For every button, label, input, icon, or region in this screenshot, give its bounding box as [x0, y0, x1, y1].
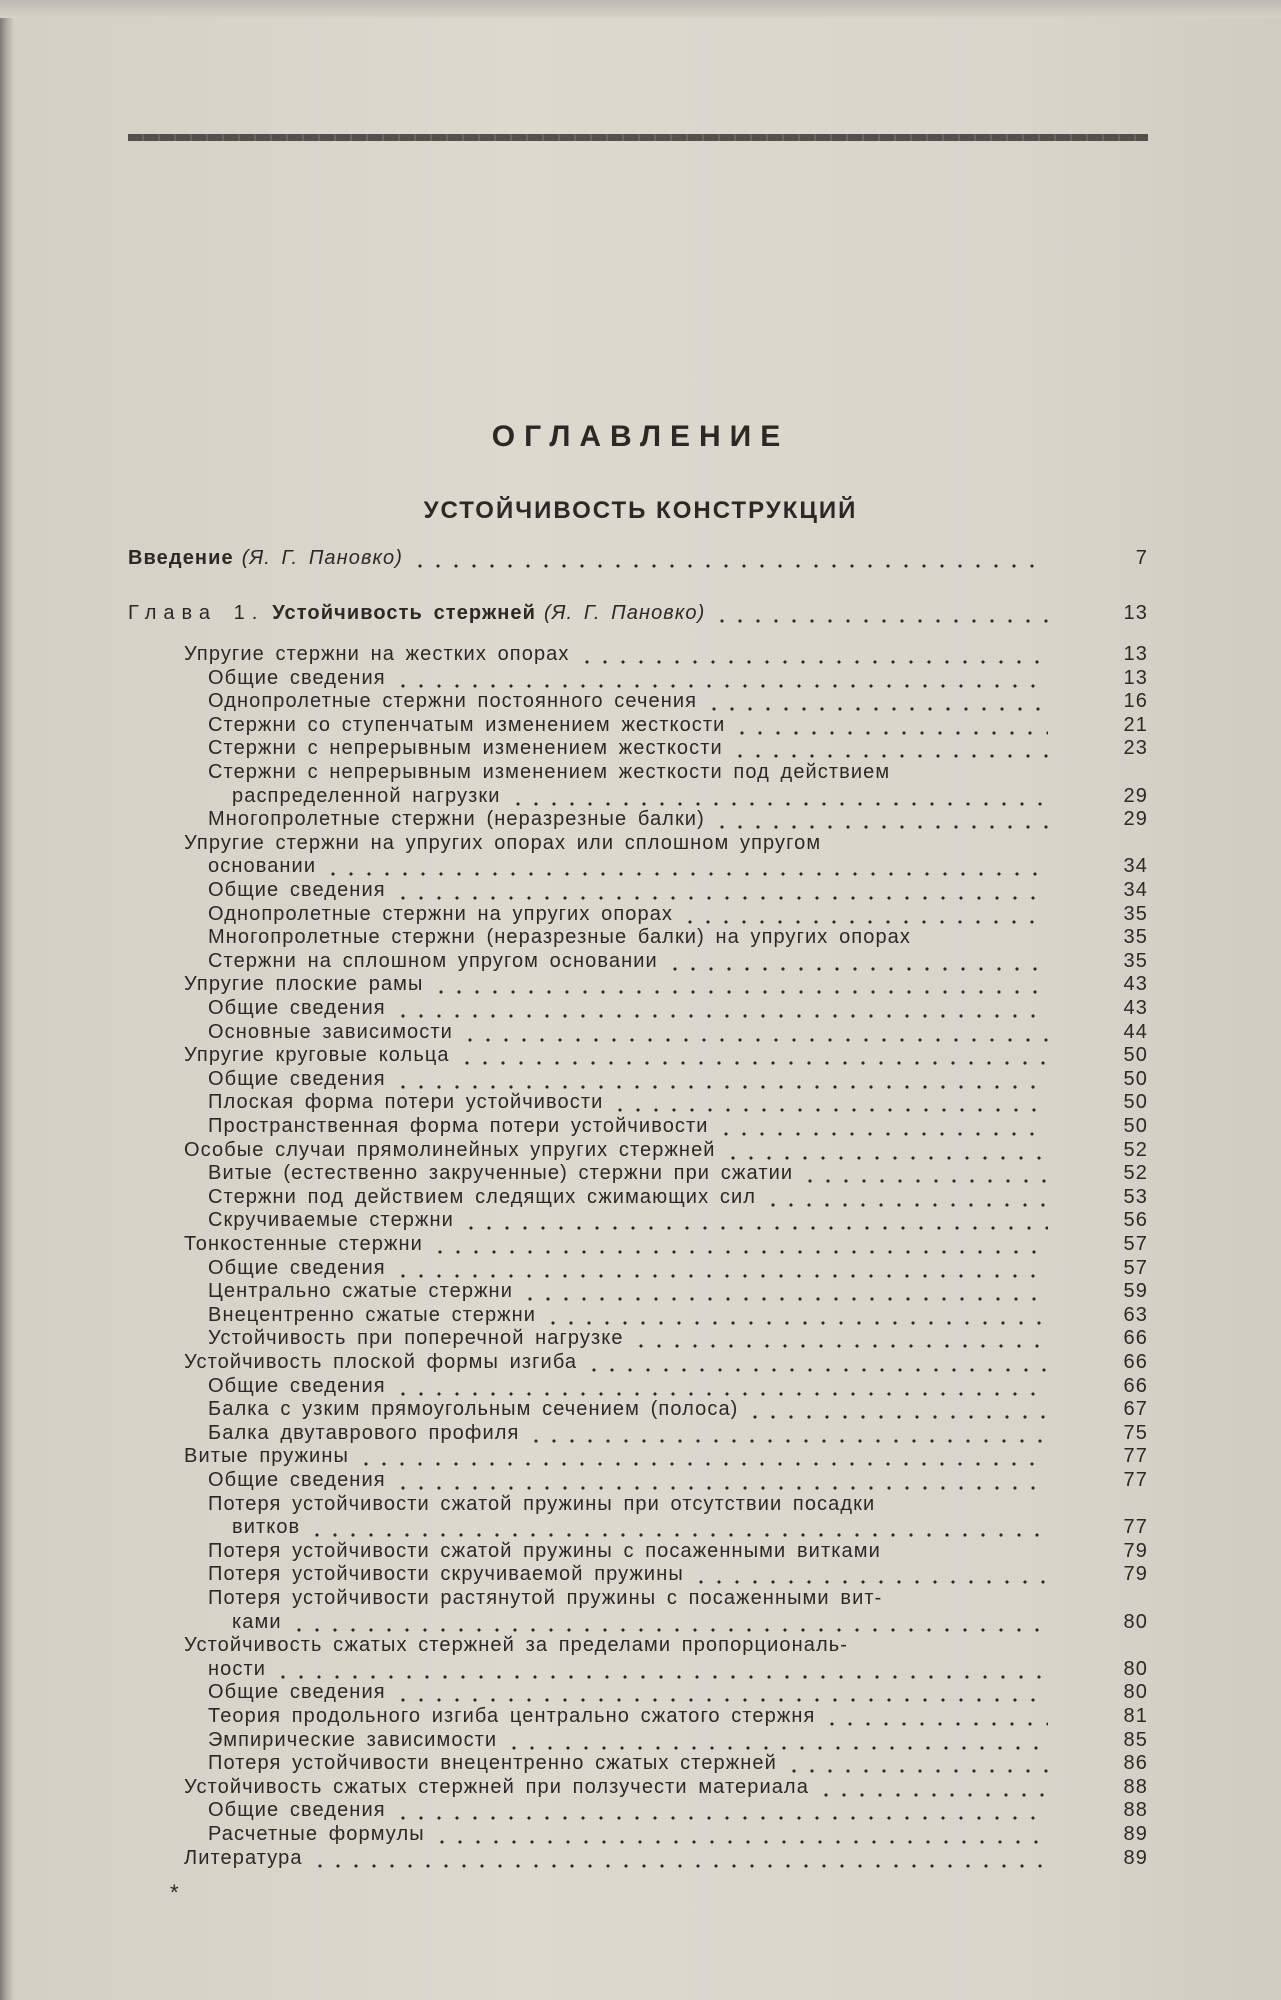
page-number: 23 [1123, 737, 1148, 760]
toc-entry[interactable] [0, 1798, 1281, 1822]
dot-leader [509, 784, 1049, 808]
page-number: 57 [1123, 1233, 1148, 1255]
section-title: УСТОЙЧИВОСТЬ КОНСТРУКЦИЙ [423, 497, 858, 524]
dot-leader [394, 1256, 1048, 1280]
page-number: 88 [1123, 1799, 1148, 1822]
intro-label: Введение [128, 547, 234, 569]
dot-leader [431, 1232, 1048, 1256]
entry-title: Однопролетные стержни постоянного сечения [208, 690, 698, 713]
toc-entry[interactable] [0, 1846, 1281, 1870]
page-number: 66 [1123, 1327, 1148, 1350]
page-number: 50 [1123, 1115, 1148, 1137]
dot-leader [394, 996, 1048, 1020]
page-number: 80 [1123, 1610, 1148, 1633]
entry-title: Скручиваемые стержни [208, 1209, 454, 1232]
toc-entry[interactable] [0, 1397, 1281, 1421]
page-number: 13 [1123, 666, 1148, 689]
page-number: 75 [1123, 1421, 1148, 1444]
toc-entry[interactable] [0, 1067, 1281, 1091]
page-number: 43 [1123, 973, 1148, 996]
dot-leader [432, 972, 1048, 996]
page-number: 85 [1123, 1728, 1148, 1751]
entry-title: Внецентренно сжатые стержни [208, 1303, 537, 1326]
page-number: 89 [1123, 1846, 1148, 1869]
toc-entry[interactable] [0, 1279, 1281, 1303]
chapter-title: Устойчивость стержней [272, 602, 537, 624]
dot-leader [733, 713, 1048, 737]
toc-entry[interactable] [0, 666, 1281, 690]
page-number: 80 [1123, 1681, 1148, 1704]
toc-entry[interactable] [0, 1161, 1281, 1185]
page-number: 80 [1123, 1657, 1148, 1680]
page-number: 77 [1123, 1445, 1148, 1468]
page-number: 44 [1123, 1020, 1148, 1043]
entry-title-continuation: витков [232, 1516, 301, 1539]
toc-entry[interactable] [0, 1326, 1281, 1350]
chapter-author: (Я. Г. Пановко) [544, 602, 706, 624]
toc-entry[interactable] [0, 1657, 1281, 1681]
page-number: 35 [1123, 949, 1148, 972]
toc-entry[interactable] [0, 1090, 1281, 1114]
toc-intro[interactable] [0, 546, 1281, 570]
entry-title: Устойчивость плоской формы изгиба [184, 1351, 578, 1373]
dot-leader [394, 1067, 1048, 1091]
toc-entry[interactable] [0, 1775, 1281, 1799]
entry-title: Общие сведения [208, 1256, 386, 1279]
dot-leader [785, 1751, 1048, 1775]
dot-leader [461, 1020, 1048, 1044]
entry-title: Потеря устойчивости сжатой пружины с посаженными витками [208, 1539, 881, 1562]
dot-leader [394, 666, 1048, 690]
entry-title: Многопролетные стержни (неразрезные балки) [208, 808, 705, 831]
toc-entry-line[interactable] [0, 1492, 1281, 1516]
entry-title-continuation: распределенной нагрузки [232, 784, 501, 807]
page-number: 79 [1123, 1563, 1148, 1586]
toc-entry[interactable] [0, 784, 1281, 808]
toc-entry[interactable] [0, 1680, 1281, 1704]
entry-title: Потеря устойчивости сжатой пружины при отсутствии посадки [208, 1492, 876, 1515]
entry-title: Тонкостенные стержни [184, 1233, 423, 1255]
toc-entry[interactable] [0, 713, 1281, 737]
entry-title: Стержни на сплошном упругом основании [208, 949, 658, 972]
entry-title: Эмпирические зависимости [208, 1728, 498, 1751]
footnote-mark: * [170, 1880, 179, 1905]
entry-title: Расчетные формулы [208, 1823, 425, 1845]
toc-entry[interactable] [0, 1020, 1281, 1044]
dot-leader [324, 854, 1048, 878]
entry-title: Упругие стержни на упругих опорах или сплошном упругом [184, 831, 822, 854]
dot-leader [394, 1798, 1048, 1822]
page-number: 13 [1123, 602, 1148, 624]
dot-leader [274, 1657, 1048, 1681]
page-number: 66 [1123, 1351, 1148, 1373]
toc-entry[interactable] [0, 996, 1281, 1020]
entry-title: Упругие круговые кольца [184, 1044, 450, 1067]
dot-leader [823, 1704, 1048, 1728]
toc-entry[interactable] [0, 1444, 1281, 1468]
toc-entry[interactable] [0, 1138, 1281, 1162]
dot-leader [462, 1208, 1048, 1232]
toc-entry[interactable] [0, 1232, 1281, 1256]
dot-leader [692, 1562, 1048, 1586]
dot-leader [411, 546, 1048, 570]
toc-entry[interactable] [0, 1822, 1281, 1846]
page-number: 29 [1123, 784, 1148, 807]
entry-title: Пространственная форма потери устойчивости [208, 1115, 709, 1137]
toc-entry[interactable] [0, 642, 1281, 666]
dot-leader [713, 807, 1048, 831]
page-number: 77 [1123, 1516, 1148, 1539]
page-number: 52 [1123, 1162, 1148, 1185]
dot-leader [724, 1138, 1048, 1162]
entry-title-continuation: ками [232, 1610, 282, 1633]
entry-title: Балка с узким прямоугольным сечением (полоса) [208, 1398, 739, 1421]
page-number: 59 [1123, 1280, 1148, 1303]
header-rule [128, 134, 1148, 141]
dot-leader [394, 1468, 1048, 1492]
page-number: 35 [1123, 902, 1148, 925]
toc-entry[interactable] [0, 1374, 1281, 1398]
page-number: 53 [1123, 1185, 1148, 1208]
page-number: 67 [1123, 1398, 1148, 1421]
page-number: 21 [1123, 713, 1148, 736]
entry-title: Общие сведения [208, 997, 386, 1019]
page-number: 50 [1123, 1044, 1148, 1067]
page-number: 52 [1123, 1138, 1148, 1161]
entry-title: Плоская форма потери устойчивости [208, 1091, 604, 1114]
dot-leader [357, 1444, 1048, 1468]
page-number: 7 [1135, 547, 1148, 569]
dot-leader [717, 1114, 1048, 1138]
page-number: 43 [1123, 997, 1148, 1019]
dot-leader [681, 902, 1048, 926]
page-number: 86 [1123, 1752, 1148, 1775]
toc-entry[interactable] [0, 1468, 1281, 1492]
page-number: 89 [1123, 1823, 1148, 1845]
entry-title: Стержни с непрерывным изменением жесткости под действием [208, 761, 891, 783]
toc-entry[interactable] [0, 925, 1281, 949]
entry-title: Общие сведения [208, 1374, 386, 1397]
toc-entry[interactable] [0, 1751, 1281, 1775]
entry-title: Упругие стержни на жестких опорах [184, 643, 570, 665]
page-number: 66 [1123, 1374, 1148, 1397]
entry-title: Стержни со ступенчатым изменением жесткости [208, 713, 726, 736]
toc-entry-line[interactable] [0, 831, 1281, 855]
toc-entry[interactable] [0, 1303, 1281, 1327]
entry-title: Общие сведения [208, 1681, 386, 1704]
toc-entry[interactable] [0, 949, 1281, 973]
dot-leader [394, 878, 1048, 902]
dot-leader [311, 1846, 1048, 1870]
entry-title: Общие сведения [208, 666, 386, 689]
entry-title: Стержни под действием следящих сжимающих сил [208, 1185, 756, 1208]
toc-entry[interactable] [0, 689, 1281, 713]
dot-leader [731, 736, 1048, 760]
page-number: 77 [1123, 1469, 1148, 1491]
toc-entry[interactable] [0, 902, 1281, 926]
toc-entry[interactable] [0, 1350, 1281, 1374]
dot-leader [433, 1822, 1048, 1846]
dot-leader [394, 1374, 1048, 1398]
entry-title: Потеря устойчивости внецентренно сжатых стержней [208, 1752, 777, 1775]
dot-leader [521, 1279, 1048, 1303]
intro-author: (Я. Г. Пановко) [241, 547, 404, 569]
entry-title: Общие сведения [208, 1067, 386, 1090]
page-number: 16 [1123, 690, 1148, 713]
entry-title: Потеря устойчивости скручиваемой пружины [208, 1563, 684, 1586]
entry-title-continuation: основании [208, 855, 317, 878]
page-number: 79 [1123, 1539, 1148, 1562]
dot-leader [585, 1350, 1048, 1374]
entry-title: Многопролетные стержни (неразрезные балки) на упругих опорах [208, 926, 911, 949]
entry-title: Литература [184, 1846, 303, 1869]
entry-title: Особые случаи прямолинейных упругих стержней [184, 1138, 716, 1161]
toc-entry-line[interactable] [0, 1586, 1281, 1610]
page-number: 29 [1123, 808, 1148, 831]
toc-entry[interactable] [0, 1515, 1281, 1539]
dot-leader [505, 1728, 1048, 1752]
toc-entry[interactable] [0, 1539, 1281, 1563]
entry-title: Упругие плоские рамы [184, 973, 424, 996]
toc-entry[interactable] [0, 972, 1281, 996]
page-number: 13 [1123, 643, 1148, 665]
dot-leader [578, 642, 1048, 666]
toc-entry[interactable] [0, 854, 1281, 878]
dot-leader [527, 1421, 1048, 1445]
entry-title: Устойчивость сжатых стержней при ползучести материала [184, 1775, 809, 1798]
entry-title: Потеря устойчивости растянутой пружины с посаженными вит- [208, 1587, 883, 1609]
dot-leader [308, 1515, 1048, 1539]
entry-title: Балка двутаврового профиля [208, 1421, 520, 1444]
toc-entry[interactable] [0, 1704, 1281, 1728]
page-number: 56 [1123, 1209, 1148, 1232]
chapter-prefix: Глава 1. [128, 602, 265, 624]
dot-leader [705, 689, 1048, 713]
entry-title: Однопролетные стержни на упругих опорах [208, 902, 674, 925]
toc-entry[interactable] [0, 1114, 1281, 1138]
toc-entry[interactable] [0, 1610, 1281, 1634]
dot-leader [817, 1775, 1048, 1799]
page-number: 57 [1123, 1256, 1148, 1279]
dot-leader [764, 1185, 1048, 1209]
toc-entry[interactable] [0, 1185, 1281, 1209]
entry-title: Витые (естественно закрученные) стержни при сжатии [208, 1162, 794, 1185]
page-number: 34 [1123, 879, 1148, 901]
dot-leader [611, 1090, 1048, 1114]
entry-title: Витые пружины [184, 1445, 349, 1468]
toc-entry[interactable] [0, 1208, 1281, 1232]
entry-title: Стержни с непрерывным изменением жесткости [208, 737, 723, 760]
page-number: 50 [1123, 1067, 1148, 1090]
entry-title: Устойчивость сжатых стержней за пределами пропорциональ- [184, 1634, 848, 1657]
toc-entry[interactable] [0, 1421, 1281, 1445]
dot-leader [632, 1326, 1048, 1350]
page-top-edge [0, 0, 1281, 18]
toc-entry[interactable] [0, 1728, 1281, 1752]
toc-entry-line[interactable] [0, 760, 1281, 784]
entry-title: Общие сведения [208, 1799, 386, 1822]
toc-entry[interactable] [0, 736, 1281, 760]
page-title: ОГЛАВЛЕНИЕ [491, 420, 790, 453]
dot-leader [666, 949, 1048, 973]
entry-title: Центрально сжатые стержни [208, 1280, 513, 1303]
entry-title: Устойчивость при поперечной нагрузке [208, 1327, 624, 1350]
toc-entry[interactable] [0, 1562, 1281, 1586]
dot-leader [746, 1397, 1048, 1421]
page-number: 63 [1123, 1303, 1148, 1326]
toc-entry[interactable] [0, 1256, 1281, 1280]
toc-chapter[interactable] [0, 601, 1281, 625]
dot-leader [290, 1610, 1048, 1634]
entry-title-continuation: ности [208, 1657, 266, 1680]
dot-leader [801, 1161, 1048, 1185]
page-number: 35 [1123, 926, 1148, 949]
toc-entry[interactable] [0, 878, 1281, 902]
entry-title: Теория продольного изгиба центрально сжатого стержня [208, 1705, 816, 1727]
page-number: 34 [1123, 855, 1148, 878]
entry-title: Общие сведения [208, 879, 386, 901]
entry-title: Основные зависимости [208, 1020, 453, 1043]
toc-entry[interactable] [0, 807, 1281, 831]
dot-leader [458, 1043, 1048, 1067]
dot-leader [713, 601, 1048, 625]
dot-leader [394, 1680, 1048, 1704]
toc-entry[interactable] [0, 1043, 1281, 1067]
page-number: 50 [1123, 1091, 1148, 1114]
entry-title: Общие сведения [208, 1469, 386, 1491]
page-number: 88 [1123, 1775, 1148, 1798]
toc-entry-line[interactable] [0, 1633, 1281, 1657]
page-number: 81 [1123, 1705, 1148, 1727]
dot-leader [544, 1303, 1048, 1327]
